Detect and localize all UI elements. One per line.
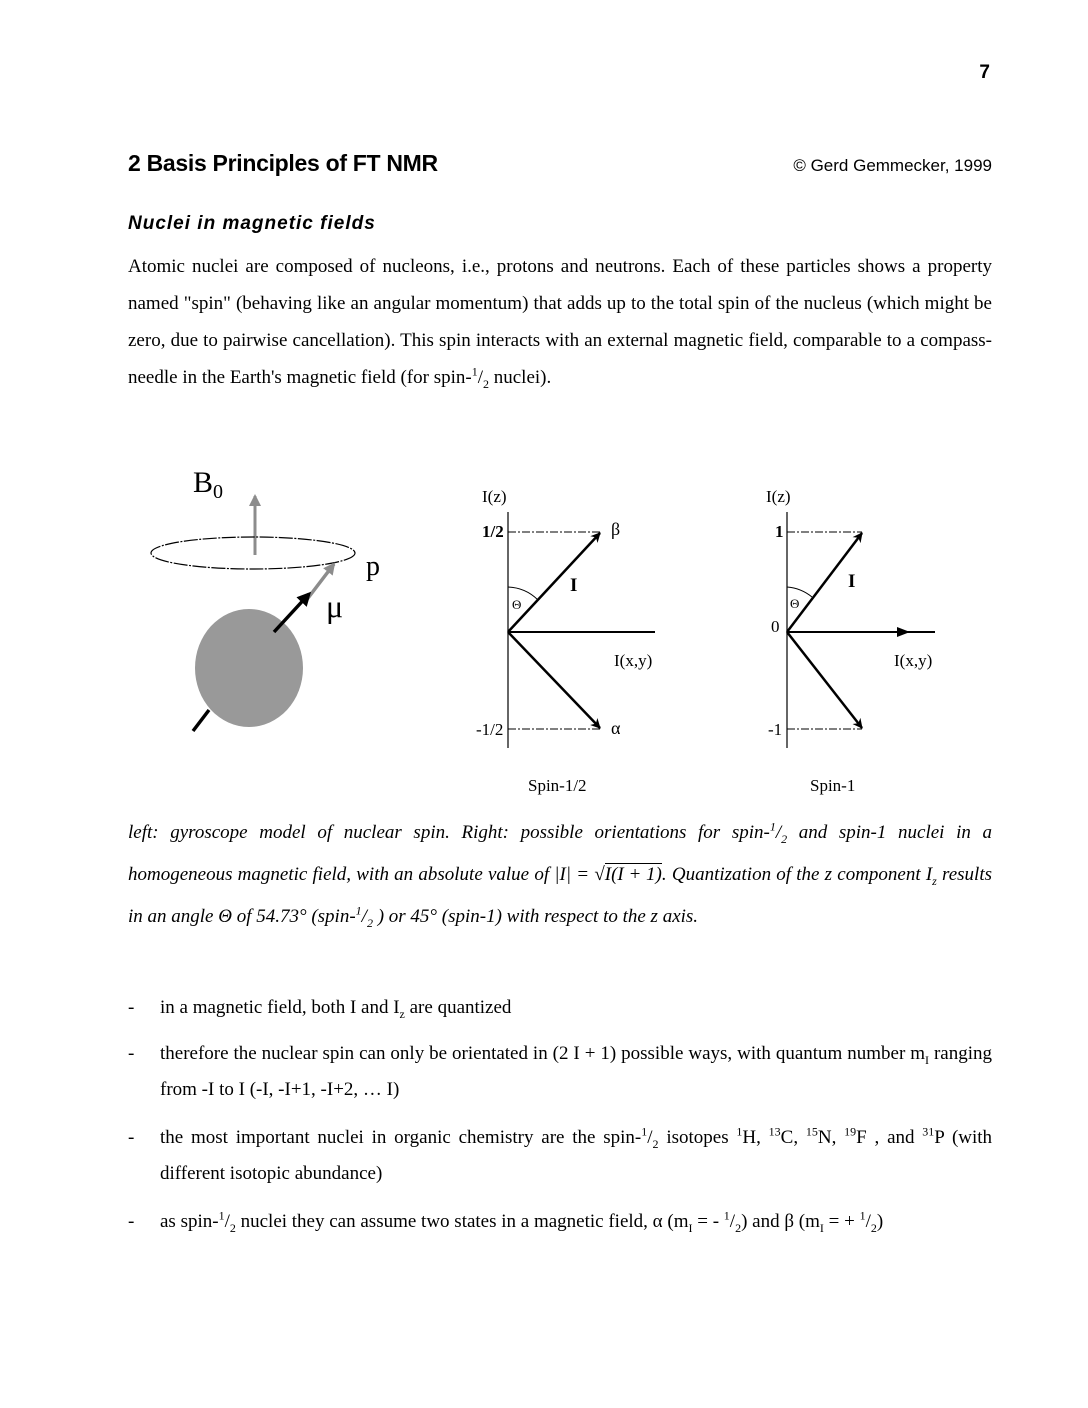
spin-one-axis-xy-label: I(x,y) <box>894 651 933 670</box>
spin-half-vector-label: I <box>570 575 578 596</box>
spin-half-diagram <box>476 487 655 795</box>
spin-half-tick-top: 1/2 <box>482 522 504 541</box>
bullet-dash: - <box>128 997 135 1018</box>
beta-state-label: β <box>611 519 621 539</box>
page-number: 7 <box>979 62 990 83</box>
spin-one-theta-label: Θ <box>790 596 800 611</box>
sqrt-expression: I(I + 1) <box>604 864 662 885</box>
intro-text: Atomic nuclei are composed of nucleons, i.e., protons and neutrons. Each of these particles shows a property named "spin" (behaving like an angular momentum) that adds up to the total spin of the nucleus (which might be zero, due to pairwise cancellation). This spin interacts with an external magnetic field, comparable to a compass-needle in the Earth's magnetic field (for spin- <box>128 256 992 388</box>
bullet-dash: - <box>128 1043 135 1064</box>
bullet-item <box>128 1036 992 1108</box>
bullet-dash: - <box>128 1127 135 1148</box>
bullet-text: as spin-$^1/_2$ nuclei they can assume two states in a magnetic field, α ($m_I$ = - $^1/_2$) and β ($m_I$ = + $^1/_2$) <box>160 1208 884 1235</box>
intro-text-end: nuclei). <box>489 367 552 388</box>
spin-one-tick-top: 1 <box>775 522 784 541</box>
bullet-dash: - <box>128 1211 135 1232</box>
spin-axis-tail <box>193 710 209 731</box>
spin-one-tick-middle: 0 <box>771 617 780 636</box>
spin-half-axis-xy-label: I(x,y) <box>614 651 653 670</box>
chapter-title: 2 Basis Principles of FT NMR <box>128 150 438 176</box>
bullet-item <box>128 1120 992 1192</box>
gyroscope-model <box>151 466 380 731</box>
b0-label: $B_0$ <box>193 466 224 503</box>
alpha-state-label: α <box>611 718 621 738</box>
mu-label: μ <box>326 588 344 624</box>
copyright-notice: © Gerd Gemmecker, 1999 <box>793 156 992 175</box>
spin-one-xy-arrowhead <box>897 627 910 637</box>
bullet-item <box>128 1204 992 1240</box>
bullet-text: in a magnetic field, both I and $I_z$ are quantized <box>160 997 512 1021</box>
section-title: Nuclei in magnetic fields <box>128 213 376 234</box>
precession-ellipse <box>151 537 355 569</box>
moment-arrow-inner <box>274 594 309 632</box>
spin-one-diagram <box>766 487 935 795</box>
spin-half-alpha-vector <box>508 632 600 728</box>
spin-half-axis-z-label: I(z) <box>482 487 507 506</box>
spin-half-caption: Spin-1/2 <box>528 776 587 795</box>
bullet-text: the most important nuclei in organic chemistry are the spin-$^1/_2$ isotopes $^1$H, $^{13}$C, $^{15}$N, $^{19}$F , and $^{31}$P (with different isotopic abundance) <box>160 1124 993 1184</box>
figure-caption: left: gyroscope model of nuclear spin. Right: possible orientations for spin-$^1/_2$ and spin-1 nuclei in a homogeneous magnetic field, with an absolute value of |I| = √I(I + 1). Quantization of the z component $I_z$ results in an angle Θ of 54.73° ($spin-^1/_2$ ) or 45° (spin-1) with respect to the z axis. <box>128 819 993 930</box>
bullet-text: therefore the nuclear spin can only be orientated in (2 I + 1) possible ways, with quantum number $m_I$ ranging from -I to I (-I, -I+1, -I+2, … I) <box>160 1043 992 1100</box>
nucleus-sphere <box>195 609 303 727</box>
spin-half-tick-bottom: -1/2 <box>476 720 504 739</box>
bullet-item <box>128 990 992 1026</box>
spin-one-down-vector <box>787 632 862 728</box>
precession-label: p <box>366 551 380 582</box>
spin-one-tick-bottom: -1 <box>768 720 783 739</box>
spin-half-theta-label: Θ <box>512 597 522 612</box>
spin-one-vector-label: I <box>848 571 856 592</box>
spin-one-caption: Spin-1 <box>810 776 856 795</box>
fraction-half: $^1/_2$ <box>471 364 489 391</box>
spin-half-beta-vector <box>508 533 600 632</box>
spin-one-axis-z-label: I(z) <box>766 487 791 506</box>
